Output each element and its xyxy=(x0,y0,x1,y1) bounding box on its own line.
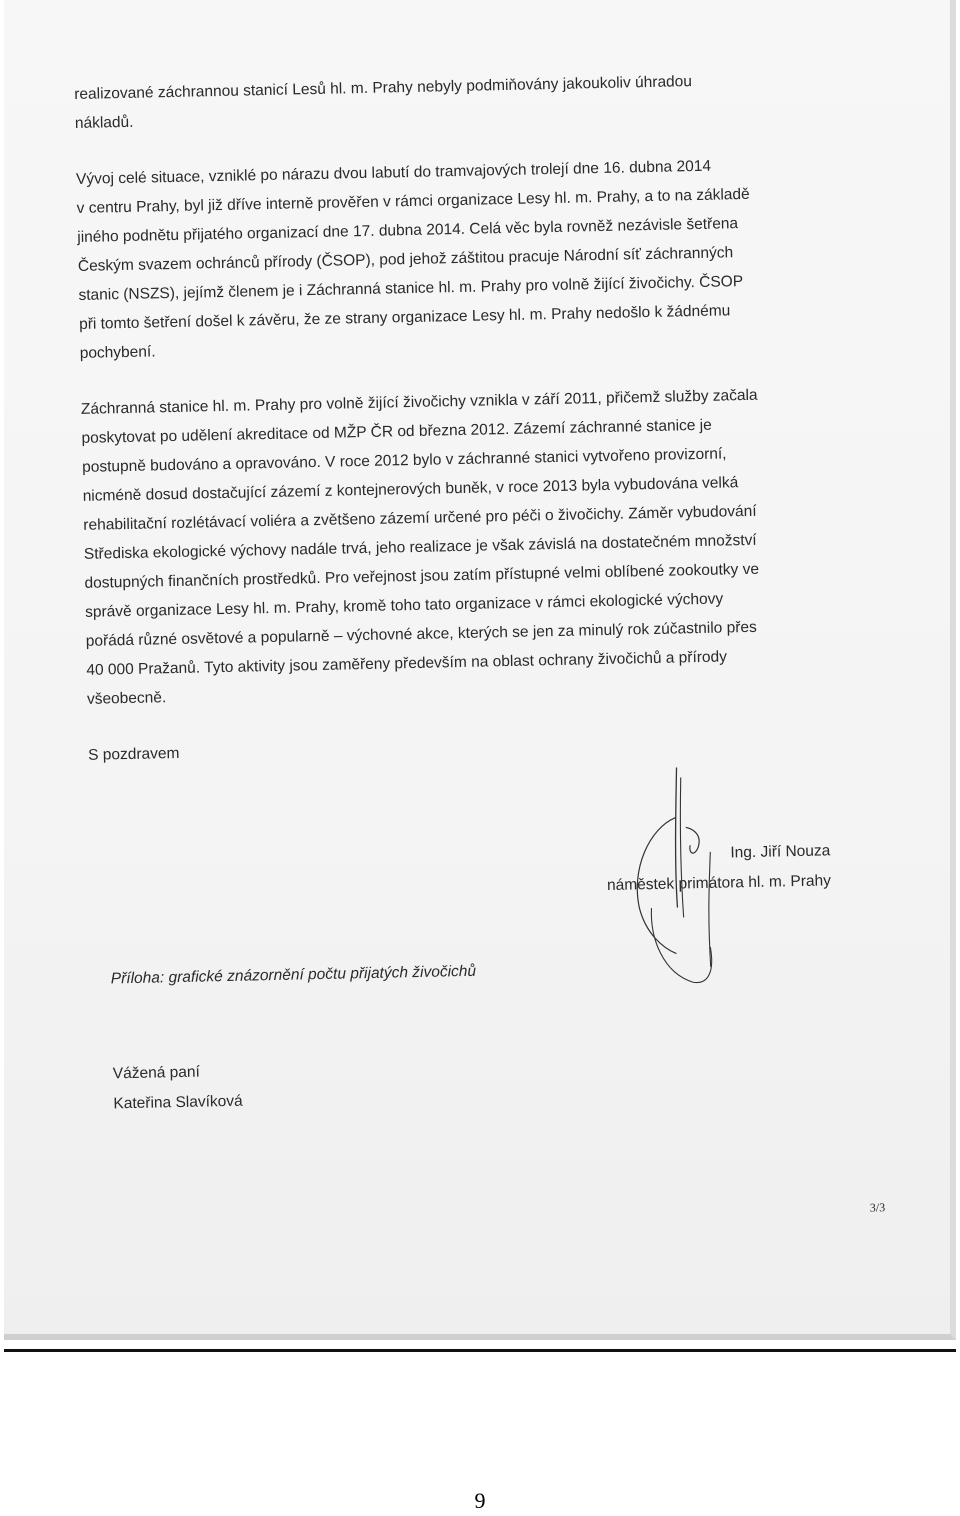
text-line: nákladů. xyxy=(74,113,134,132)
letter-body xyxy=(74,63,886,1215)
text-line: 40 000 Pražanů. Tyto aktivity jsou zaměřeny především na oblast ochrany živočichů a přírody xyxy=(86,648,728,679)
text-line: při tomto šetření došel k závěru, že ze strany organizace Lesy hl. m. Prahy nedošlo k žádnému xyxy=(78,302,731,333)
paragraph-1 xyxy=(74,63,865,138)
closing-greeting: S pozdravem xyxy=(87,744,180,764)
page-of-total: 3/3 xyxy=(869,1200,886,1215)
text-line: Střediska ekologické výchovy nadále trvá, jeho realizace je však závislá na dostatečném množství xyxy=(83,531,757,563)
text-line: jiného podnětu přijatého organizací dne 17. dubna 2014. Celá věc byla rovněž nezávisle šetřena xyxy=(77,215,739,246)
addressee-name: Kateřina Slavíková xyxy=(113,1092,243,1113)
page-separator-rule xyxy=(4,1349,956,1352)
text-line: poskytovat po udělení akreditace od MŽP ČR od března 2012. Zázemí záchranné stanice je xyxy=(81,416,712,447)
text-line: Záchranná stanice hl. m. Prahy pro volně žijící živočichy vznikla v září 2011, přičemž služby začala xyxy=(80,386,758,418)
text-line: nicméně dosud dostačující zázemí z kontejnerových buněk, v roce 2013 byla vybudována velká xyxy=(82,474,739,505)
text-line: v centru Prahy, byl již dříve interně prověřen v rámci organizace Lesy hl. m. Prahy, a to na základě xyxy=(76,185,750,217)
page-number: 9 xyxy=(474,1488,486,1513)
text-line: realizované záchrannou stanicí Lesů hl. m. Prahy nebyly podmiňovány jakoukoliv úhradou xyxy=(74,73,693,103)
text-line: postupně budováno a opravováno. V roce 2012 bylo v záchranné stanici vytvořeno provizorní, xyxy=(81,445,727,476)
text-line: pochybení. xyxy=(79,343,156,362)
paragraph-2 xyxy=(76,148,870,367)
text-line: pořádá různé osvětové a popularně – výchovné akce, kterých se jen za minulý rok zúčastnilo přes xyxy=(85,618,757,650)
text-line: dostupných finančních prostředků. Pro veřejnost jsou zatím přístupné velmi oblíbené zookoutky ve xyxy=(84,560,760,592)
signatory-title: náměstek primátora hl. m. Prahy xyxy=(606,872,832,895)
attachment-note: Příloha: grafické znázornění počtu přijatých živočichů xyxy=(110,962,477,988)
text-line: Českým svazem ochránců přírody (ČSOP), pod jehož záštitou pracuje Národní síť záchranných xyxy=(77,244,734,275)
scanned-page xyxy=(4,0,956,1340)
text-line: Vývoj celé situace, vzniklé po nárazu dvou labutí do tramvajových trolejí dne 16. dubna 2014 xyxy=(75,157,712,188)
signatory-name: Ing. Jiří Nouza xyxy=(730,842,831,862)
text-line: všeobecně. xyxy=(86,689,167,708)
text-line: správě organizace Lesy hl. m. Prahy, kromě toho tato organizace v rámci ekologické výchovy xyxy=(84,590,724,621)
addressee-salutation: Vážená paní xyxy=(112,1063,201,1083)
text-line: rehabilitační rozlétávací voliéra a zvětšeno zázemí určené pro péči o živočichy. Záměr vybudování xyxy=(83,502,757,534)
signature-block xyxy=(510,836,831,903)
addressee xyxy=(113,1057,243,1120)
text-line: stanic (NSZS), jejímž členem je i Záchranná stanice hl. m. Prahy pro volně žijící živočichy. ČSOP xyxy=(78,273,744,304)
paragraph-3 xyxy=(81,378,878,713)
